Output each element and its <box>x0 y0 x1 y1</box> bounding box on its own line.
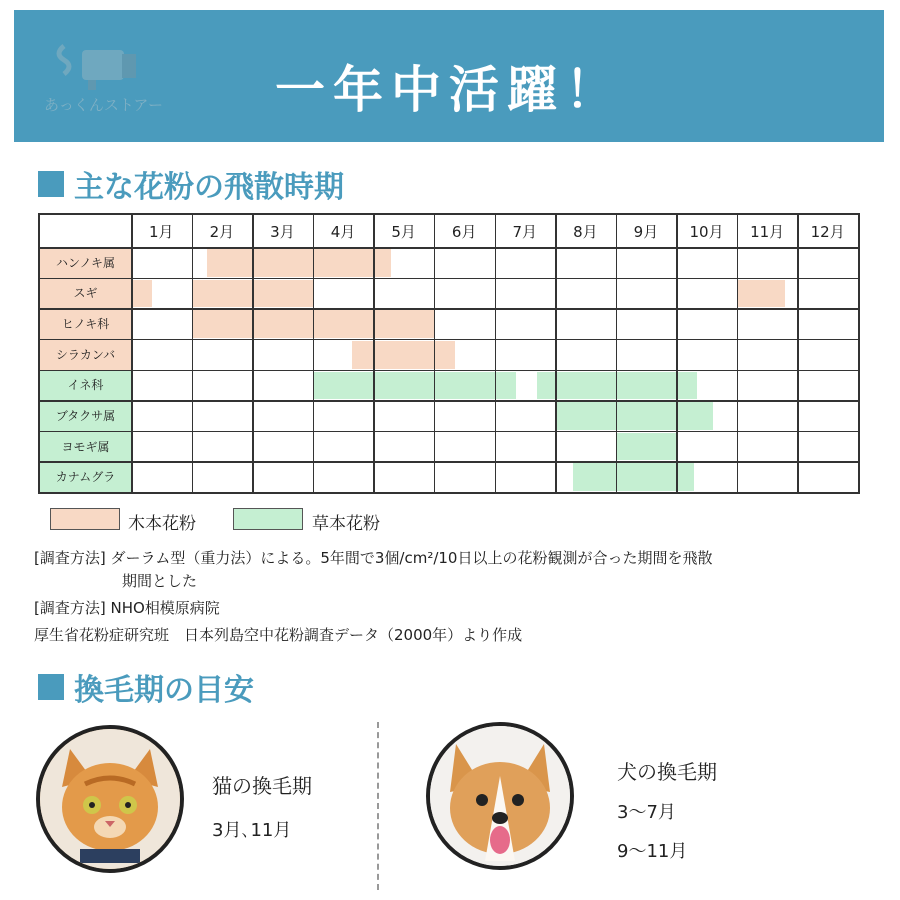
grid-line <box>676 215 678 492</box>
grid-line <box>40 339 858 341</box>
pollen-row-label: イネ科 <box>40 370 131 401</box>
grid-line <box>313 215 315 492</box>
month-header: 4月 <box>330 222 356 241</box>
grid-line <box>616 215 618 492</box>
grid-line <box>40 278 858 280</box>
header-banner <box>14 10 884 142</box>
month-header: 1月 <box>149 222 174 241</box>
grid-line <box>40 461 858 463</box>
square-bullet-icon <box>38 674 64 700</box>
month-header: 9月 <box>633 222 659 241</box>
grid-line <box>555 215 557 492</box>
square-bullet-icon <box>38 171 64 197</box>
cat-face-icon <box>40 729 180 869</box>
pollen-period-bar <box>352 341 455 369</box>
month-header: 8月 <box>573 222 598 241</box>
legend-swatch-herb <box>233 508 303 530</box>
pollen-period-bar <box>537 372 698 400</box>
grid-line <box>373 215 375 492</box>
cat-molting-period: 3月､11月 <box>212 820 292 841</box>
grid-line <box>40 308 858 310</box>
month-header: 7月 <box>512 222 538 241</box>
pollen-period-bar <box>131 280 152 308</box>
month-header: 6月 <box>451 222 477 241</box>
grid-line <box>797 215 799 492</box>
grid-line <box>495 215 497 492</box>
pollen-period-bar <box>313 372 516 400</box>
pollen-row-label: シラカンバ <box>40 339 131 370</box>
pollen-row-label: スギ <box>40 278 131 309</box>
cat-photo <box>36 725 184 873</box>
month-header: 10月 <box>689 222 724 241</box>
page-title: 一年中活躍！ <box>275 61 623 119</box>
dashed-divider <box>377 722 379 890</box>
note-line-3: [調査方法] NHO相模原病院 <box>34 599 220 617</box>
grid-line <box>434 215 436 492</box>
dog-molting-period-1: 3〜7月 <box>617 802 676 823</box>
grid-line <box>131 215 133 492</box>
legend-swatch-tree <box>50 508 120 530</box>
month-header: 11月 <box>750 222 785 241</box>
grid-line <box>40 400 858 402</box>
pollen-row-label: ハンノキ属 <box>40 247 131 278</box>
pollen-period-bar <box>207 249 392 277</box>
cat-molting-title: 猫の換毛期 <box>212 774 312 798</box>
pollen-period-bar <box>616 433 677 461</box>
section-title-text: 主な花粉の飛散時期 <box>74 170 344 205</box>
pollen-row-label: ブタクサ属 <box>40 400 131 431</box>
logo-text: あっくんストアー <box>44 96 163 114</box>
month-header: 2月 <box>209 222 235 241</box>
dog-molting-period-2: 9〜11月 <box>617 841 688 862</box>
pollen-period-bar <box>555 402 713 430</box>
note-line-1: [調査方法] ダーラム型（重力法）による。5年間で3個/cm²/10日以上の花粉観測が合った期間を飛散 <box>34 549 713 567</box>
pollen-row-label: ヨモギ属 <box>40 431 131 462</box>
note-line-4: 厚生省花粉症研究班 日本列島空中花粉調査データ（2000年）より作成 <box>34 626 523 644</box>
section-title-text: 換毛期の目安 <box>74 673 254 708</box>
grid-line <box>252 215 254 492</box>
month-header: 3月 <box>270 222 295 241</box>
grid-line <box>192 215 194 492</box>
note-line-2: 期間とした <box>122 572 198 590</box>
pollen-row-label: カナムグラ <box>40 461 131 492</box>
grid-line <box>40 247 858 249</box>
grid-line <box>40 431 858 433</box>
month-header: 12月 <box>810 222 845 241</box>
grid-line <box>737 215 739 492</box>
dog-photo <box>426 722 574 870</box>
pollen-calendar-table <box>38 213 860 494</box>
legend-label-herb: 草本花粉 <box>312 514 380 534</box>
section-title-pollen <box>38 162 344 206</box>
pollen-row-label: ヒノキ科 <box>40 308 131 339</box>
dog-face-icon <box>430 726 570 866</box>
grid-line <box>40 370 858 372</box>
section-title-molting <box>38 665 254 709</box>
pollen-period-bar <box>737 280 785 308</box>
legend-label-tree: 木本花粉 <box>128 514 196 534</box>
month-header: 5月 <box>391 222 416 241</box>
dog-molting-title: 犬の換毛期 <box>617 760 717 784</box>
